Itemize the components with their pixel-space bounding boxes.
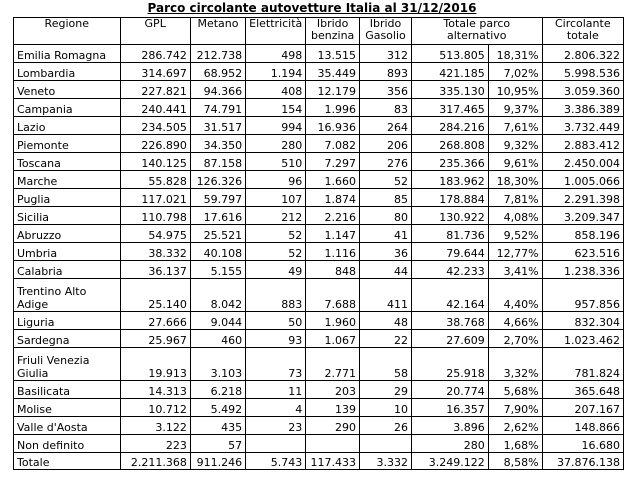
table-row: [14, 63, 624, 81]
cell-percentuale: 9,52%: [488, 225, 542, 243]
table-body: [14, 18, 624, 470]
cell-regione: Piemonte: [14, 135, 121, 153]
header-ibrido-gasolio: Ibrido Gasolio: [360, 18, 412, 45]
cell-ibrido-gasolio: 29: [360, 381, 412, 399]
cell-elettricita: 212: [246, 207, 306, 225]
header-circolante: Circolante totale: [542, 18, 623, 45]
cell-regione: Emilia Romagna: [14, 45, 121, 63]
cell-ibrido-gasolio: 83: [360, 99, 412, 117]
cell-totale-parco: 284.216: [411, 117, 488, 135]
cell-metano: 460: [190, 330, 245, 348]
cell-gpl: 234.505: [120, 117, 190, 135]
cell-percentuale: 12,77%: [488, 243, 542, 261]
cell-elettricita: 498: [246, 45, 306, 63]
cell-totale-parco: 42.233: [411, 261, 488, 279]
header-metano: Metano: [190, 18, 245, 45]
cell-ibrido-benzina: 2.216: [306, 207, 360, 225]
cell-ibrido-benzina: 2.771: [306, 348, 360, 381]
cell-totale-parco: 27.609: [411, 330, 488, 348]
cell-ibrido-gasolio: 80: [360, 207, 412, 225]
cell-totale-parco: 317.465: [411, 99, 488, 117]
cell-elettricita: 4: [246, 399, 306, 417]
cell-elettricita: 52: [246, 225, 306, 243]
table-row: [14, 153, 624, 171]
cell-metano: 68.952: [190, 63, 245, 81]
cell-gpl: 110.798: [120, 207, 190, 225]
cell-gpl: 226.890: [120, 135, 190, 153]
cell-circolante: 1.005.066: [542, 171, 623, 189]
cell-elettricita: [246, 435, 306, 453]
cell-regione: Sardegna: [14, 330, 121, 348]
cell-metano: 57: [190, 435, 245, 453]
cell-gpl: 240.441: [120, 99, 190, 117]
cell-metano: 34.350: [190, 135, 245, 153]
cell-percentuale: 3,41%: [488, 261, 542, 279]
data-table: [13, 17, 624, 470]
cell-totale-parco: 268.808: [411, 135, 488, 153]
cell-totale-parco: 3.896: [411, 417, 488, 435]
cell-totale-parco: 3.249.122: [411, 453, 488, 470]
cell-totale-parco: 38.768: [411, 312, 488, 330]
cell-ibrido-benzina: 1.116: [306, 243, 360, 261]
table-row: [14, 189, 624, 207]
cell-metano: 94.366: [190, 81, 245, 99]
cell-elettricita: 883: [246, 279, 306, 312]
cell-elettricita: 107: [246, 189, 306, 207]
cell-ibrido-gasolio: 44: [360, 261, 412, 279]
cell-ibrido-benzina: 13.515: [306, 45, 360, 63]
cell-totale-parco: 335.130: [411, 81, 488, 99]
table-row: [14, 381, 624, 399]
cell-ibrido-gasolio: [360, 435, 412, 453]
cell-totale-parco: 421.185: [411, 63, 488, 81]
cell-gpl: 2.211.368: [120, 453, 190, 470]
cell-elettricita: 50: [246, 312, 306, 330]
cell-metano: 5.492: [190, 399, 245, 417]
cell-metano: 17.616: [190, 207, 245, 225]
cell-circolante: 2.883.412: [542, 135, 623, 153]
cell-percentuale: 5,68%: [488, 381, 542, 399]
cell-circolante: 3.059.360: [542, 81, 623, 99]
cell-percentuale: 8,58%: [488, 453, 542, 470]
cell-ibrido-benzina: 1.660: [306, 171, 360, 189]
cell-percentuale: 1,68%: [488, 435, 542, 453]
cell-circolante: 2.291.398: [542, 189, 623, 207]
cell-ibrido-gasolio: 264: [360, 117, 412, 135]
header-ibrido-benzina: Ibrido benzina: [306, 18, 360, 45]
cell-ibrido-benzina: 117.433: [306, 453, 360, 470]
cell-percentuale: 10,95%: [488, 81, 542, 99]
cell-elettricita: 93: [246, 330, 306, 348]
table-row: [14, 279, 624, 312]
cell-circolante: 365.648: [542, 381, 623, 399]
cell-circolante: 16.680: [542, 435, 623, 453]
cell-metano: 59.797: [190, 189, 245, 207]
table-row: [14, 45, 624, 63]
cell-ibrido-benzina: 7.688: [306, 279, 360, 312]
cell-gpl: 19.913: [120, 348, 190, 381]
cell-ibrido-gasolio: 356: [360, 81, 412, 99]
cell-circolante: 148.866: [542, 417, 623, 435]
cell-percentuale: 7,81%: [488, 189, 542, 207]
cell-ibrido-benzina: [306, 435, 360, 453]
cell-regione: Friuli Venezia Giulia: [14, 348, 121, 381]
cell-totale-parco: 25.918: [411, 348, 488, 381]
cell-ibrido-benzina: 16.936: [306, 117, 360, 135]
cell-gpl: 10.712: [120, 399, 190, 417]
cell-ibrido-gasolio: 312: [360, 45, 412, 63]
cell-totale-parco: 513.805: [411, 45, 488, 63]
cell-totale-parco: 235.366: [411, 153, 488, 171]
cell-circolante: 37.876.138: [542, 453, 623, 470]
cell-ibrido-benzina: 35.449: [306, 63, 360, 81]
cell-ibrido-gasolio: 48: [360, 312, 412, 330]
cell-ibrido-benzina: 203: [306, 381, 360, 399]
cell-gpl: 286.742: [120, 45, 190, 63]
cell-regione: Campania: [14, 99, 121, 117]
table-row: [14, 330, 624, 348]
table-row: [14, 225, 624, 243]
header-gpl: GPL: [120, 18, 190, 45]
header-regione: Regione: [14, 18, 121, 45]
cell-circolante: 832.304: [542, 312, 623, 330]
cell-regione: Lombardia: [14, 63, 121, 81]
cell-gpl: 227.821: [120, 81, 190, 99]
cell-elettricita: 49: [246, 261, 306, 279]
header-elettricita: Elettricità: [246, 18, 306, 45]
cell-percentuale: 4,66%: [488, 312, 542, 330]
cell-metano: 74.791: [190, 99, 245, 117]
cell-percentuale: 7,61%: [488, 117, 542, 135]
cell-percentuale: 9,37%: [488, 99, 542, 117]
cell-gpl: 36.137: [120, 261, 190, 279]
cell-metano: 9.044: [190, 312, 245, 330]
cell-metano: 31.517: [190, 117, 245, 135]
cell-ibrido-gasolio: 276: [360, 153, 412, 171]
cell-elettricita: 73: [246, 348, 306, 381]
cell-ibrido-benzina: 1.960: [306, 312, 360, 330]
cell-regione: Abruzzo: [14, 225, 121, 243]
cell-elettricita: 510: [246, 153, 306, 171]
table-row: [14, 117, 624, 135]
cell-gpl: 27.666: [120, 312, 190, 330]
cell-totale-parco: 16.357: [411, 399, 488, 417]
cell-regione: Valle d'Aosta: [14, 417, 121, 435]
cell-ibrido-gasolio: 3.332: [360, 453, 412, 470]
table-row: [14, 399, 624, 417]
cell-ibrido-benzina: 1.996: [306, 99, 360, 117]
cell-ibrido-benzina: 7.297: [306, 153, 360, 171]
cell-gpl: 314.697: [120, 63, 190, 81]
table-row: [14, 135, 624, 153]
cell-metano: 911.246: [190, 453, 245, 470]
cell-ibrido-gasolio: 58: [360, 348, 412, 381]
total-row: [14, 453, 624, 470]
cell-ibrido-gasolio: 893: [360, 63, 412, 81]
cell-regione: Sicilia: [14, 207, 121, 225]
cell-circolante: 3.209.347: [542, 207, 623, 225]
table-row: [14, 417, 624, 435]
cell-metano: 6.218: [190, 381, 245, 399]
cell-regione: Puglia: [14, 189, 121, 207]
cell-elettricita: 154: [246, 99, 306, 117]
header-row: [14, 18, 624, 45]
cell-percentuale: 2,62%: [488, 417, 542, 435]
cell-circolante: 858.196: [542, 225, 623, 243]
cell-regione: Molise: [14, 399, 121, 417]
cell-metano: 3.103: [190, 348, 245, 381]
cell-circolante: 2.450.004: [542, 153, 623, 171]
cell-metano: 212.738: [190, 45, 245, 63]
cell-elettricita: 1.194: [246, 63, 306, 81]
cell-regione: Marche: [14, 171, 121, 189]
cell-ibrido-gasolio: 85: [360, 189, 412, 207]
cell-ibrido-gasolio: 22: [360, 330, 412, 348]
cell-percentuale: 18,31%: [488, 45, 542, 63]
cell-percentuale: 7,02%: [488, 63, 542, 81]
table-row: [14, 261, 624, 279]
cell-gpl: 223: [120, 435, 190, 453]
cell-circolante: 3.732.449: [542, 117, 623, 135]
cell-ibrido-benzina: 1.147: [306, 225, 360, 243]
cell-circolante: 2.806.322: [542, 45, 623, 63]
header-totale-parco: Totale parco alternativo: [411, 18, 542, 45]
cell-metano: 87.158: [190, 153, 245, 171]
cell-elettricita: 23: [246, 417, 306, 435]
cell-elettricita: 52: [246, 243, 306, 261]
table-title: Parco circolante autovetture Italia al 31/12/2016: [147, 1, 477, 15]
cell-ibrido-benzina: 290: [306, 417, 360, 435]
table-row: [14, 207, 624, 225]
cell-totale-parco: 42.164: [411, 279, 488, 312]
cell-percentuale: 9,32%: [488, 135, 542, 153]
cell-gpl: 3.122: [120, 417, 190, 435]
cell-circolante: 1.023.462: [542, 330, 623, 348]
cell-gpl: 38.332: [120, 243, 190, 261]
cell-totale-parco: 280: [411, 435, 488, 453]
cell-gpl: 25.967: [120, 330, 190, 348]
cell-ibrido-gasolio: 36: [360, 243, 412, 261]
cell-circolante: 3.386.389: [542, 99, 623, 117]
cell-ibrido-gasolio: 206: [360, 135, 412, 153]
cell-circolante: 957.856: [542, 279, 623, 312]
cell-regione: Trentino Alto Adige: [14, 279, 121, 312]
table-row: [14, 99, 624, 117]
cell-gpl: 25.140: [120, 279, 190, 312]
cell-gpl: 54.975: [120, 225, 190, 243]
cell-ibrido-benzina: 139: [306, 399, 360, 417]
cell-gpl: 14.313: [120, 381, 190, 399]
table-row: [14, 81, 624, 99]
cell-elettricita: 5.743: [246, 453, 306, 470]
cell-metano: 8.042: [190, 279, 245, 312]
cell-metano: 435: [190, 417, 245, 435]
table-row: [14, 435, 624, 453]
cell-totale-parco: 20.774: [411, 381, 488, 399]
cell-totale-parco: 81.736: [411, 225, 488, 243]
cell-ibrido-benzina: 1.067: [306, 330, 360, 348]
cell-percentuale: 4,40%: [488, 279, 542, 312]
cell-percentuale: 18,30%: [488, 171, 542, 189]
table-row: [14, 243, 624, 261]
cell-ibrido-benzina: 1.874: [306, 189, 360, 207]
cell-regione: Umbria: [14, 243, 121, 261]
cell-percentuale: 4,08%: [488, 207, 542, 225]
cell-percentuale: 9,61%: [488, 153, 542, 171]
cell-regione: Totale: [14, 453, 121, 470]
cell-circolante: 623.516: [542, 243, 623, 261]
cell-totale-parco: 130.922: [411, 207, 488, 225]
cell-ibrido-gasolio: 26: [360, 417, 412, 435]
cell-elettricita: 96: [246, 171, 306, 189]
cell-elettricita: 280: [246, 135, 306, 153]
cell-regione: Non definito: [14, 435, 121, 453]
cell-percentuale: 3,32%: [488, 348, 542, 381]
cell-ibrido-benzina: 848: [306, 261, 360, 279]
cell-totale-parco: 183.962: [411, 171, 488, 189]
cell-regione: Toscana: [14, 153, 121, 171]
cell-percentuale: 2,70%: [488, 330, 542, 348]
cell-circolante: 5.998.536: [542, 63, 623, 81]
cell-elettricita: 994: [246, 117, 306, 135]
cell-elettricita: 408: [246, 81, 306, 99]
cell-ibrido-benzina: 12.179: [306, 81, 360, 99]
cell-metano: 5.155: [190, 261, 245, 279]
table-row: [14, 312, 624, 330]
cell-regione: Calabria: [14, 261, 121, 279]
cell-totale-parco: 178.884: [411, 189, 488, 207]
cell-gpl: 55.828: [120, 171, 190, 189]
cell-ibrido-gasolio: 52: [360, 171, 412, 189]
cell-metano: 25.521: [190, 225, 245, 243]
cell-ibrido-gasolio: 41: [360, 225, 412, 243]
cell-gpl: 140.125: [120, 153, 190, 171]
cell-gpl: 117.021: [120, 189, 190, 207]
table-row: [14, 348, 624, 381]
cell-circolante: 1.238.336: [542, 261, 623, 279]
cell-circolante: 781.824: [542, 348, 623, 381]
cell-metano: 126.326: [190, 171, 245, 189]
cell-regione: Veneto: [14, 81, 121, 99]
cell-regione: Liguria: [14, 312, 121, 330]
cell-circolante: 207.167: [542, 399, 623, 417]
cell-ibrido-gasolio: 411: [360, 279, 412, 312]
cell-regione: Lazio: [14, 117, 121, 135]
cell-percentuale: 7,90%: [488, 399, 542, 417]
cell-metano: 40.108: [190, 243, 245, 261]
cell-totale-parco: 79.644: [411, 243, 488, 261]
cell-regione: Basilicata: [14, 381, 121, 399]
cell-ibrido-benzina: 7.082: [306, 135, 360, 153]
table-row: [14, 171, 624, 189]
cell-ibrido-gasolio: 10: [360, 399, 412, 417]
cell-elettricita: 11: [246, 381, 306, 399]
